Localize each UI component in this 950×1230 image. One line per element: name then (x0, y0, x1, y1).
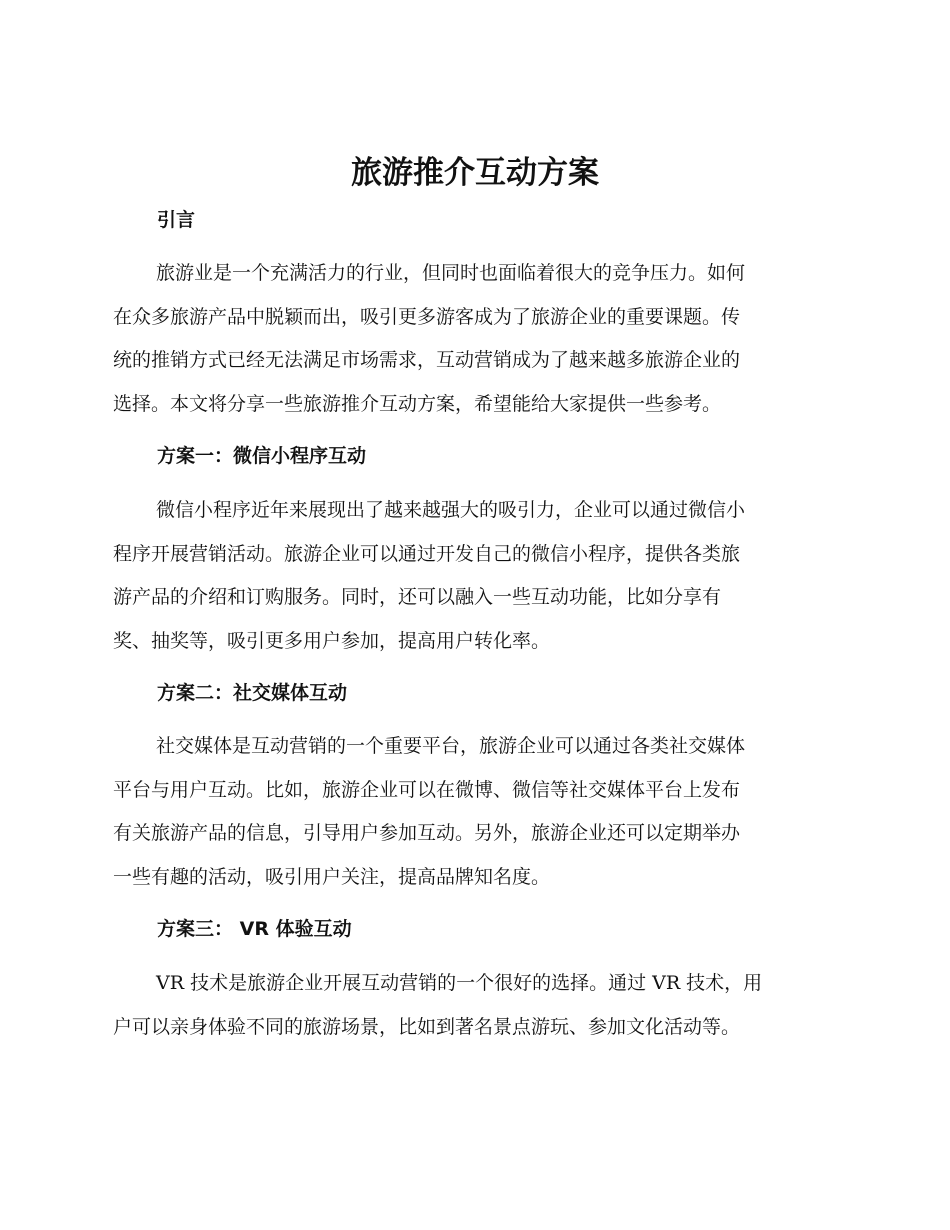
paragraph-line: 微信小程序近年来展现出了越来越强大的吸引力，企业可以通过微信小 (156, 499, 746, 521)
section-paragraph-plan-3 (113, 962, 840, 1049)
paragraph-line: VR 技术是旅游企业开展互动营销的一个很好的选择。通过 VR 技术，用 (156, 972, 763, 994)
section-heading-plan-1: 方案一：微信小程序互动 (157, 445, 367, 467)
paragraph-line: 在众多旅游产品中脱颖而出，吸引更多游客成为了旅游企业的重要课题。传 (113, 305, 741, 328)
section-paragraph-plan-1 (113, 489, 840, 663)
section-heading-plan-2: 方案二：社交媒体互动 (157, 682, 348, 704)
paragraph-line: 程序开展营销活动。旅游企业可以通过开发自己的微信小程序，提供各类旅 (113, 542, 741, 565)
section-paragraph-plan-2 (113, 725, 840, 899)
paragraph-line: 奖、抽奖等，吸引更多用户参加，提高用户转化率。 (113, 629, 551, 652)
paragraph-line: 一些有趣的活动，吸引用户关注，提高品牌知名度。 (113, 865, 551, 888)
paragraph-line: 游产品的介绍和订购服务。同时，还可以融入一些互动功能，比如分享有 (113, 586, 722, 608)
paragraph-line: 选择。本文将分享一些旅游推介互动方案，希望能给大家提供一些参考。 (113, 392, 722, 415)
section-heading-plan-3: 方案三： VR 体验互动 (157, 918, 352, 940)
paragraph-line: 平台与用户互动。比如，旅游企业可以在微博、微信等社交媒体平台上发布 (113, 778, 741, 801)
document-title: 旅游推介互动方案 (351, 155, 599, 191)
paragraph-line: 有关旅游产品的信息，引导用户参加互动。另外，旅游企业还可以定期举办 (113, 822, 741, 844)
paragraph-line: 统的推销方式已经无法满足市场需求，互动营销成为了越来越多旅游企业的 (113, 349, 741, 371)
paragraph-line: 旅游业是一个充满活力的行业，但同时也面临着很大的竞争压力。如何 (156, 262, 746, 284)
paragraph-line: 社交媒体是互动营销的一个重要平台，旅游企业可以通过各类社交媒体 (156, 735, 746, 757)
section-paragraph-intro (113, 252, 840, 426)
paragraph-line: 户可以亲身体验不同的旅游场景，比如到著名景点游玩、参加文化活动等。 (113, 1015, 741, 1038)
section-heading-intro: 引言 (157, 209, 196, 231)
